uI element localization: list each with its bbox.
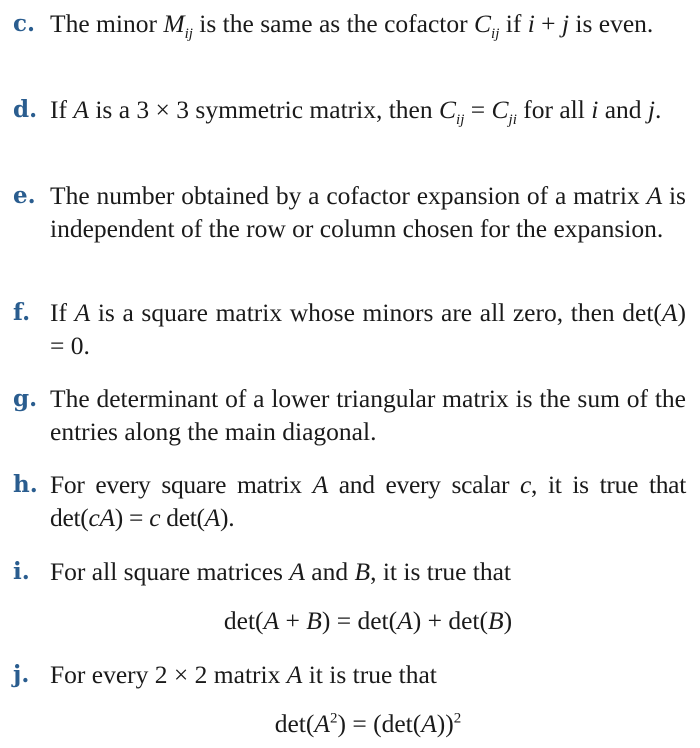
item-label: f. (13, 299, 31, 326)
item-text: For every square matrix A and every scalar c, it is true that det(cA) = c det(A). (50, 470, 686, 532)
item-label: c. (13, 10, 36, 37)
item-text: For all square matrices A and B, it is true that (50, 557, 512, 586)
equation-det-square: $\det(A^2) = (\det(A))^2$ (274, 709, 462, 738)
item-text: The minor $M_{ij}$ is the same as the cofactor $C_{ij}$ if i + j is even. (50, 9, 654, 43)
item-text: If A is a 3 × 3 symmetric matrix, then $C_{ij} = C_{ji}$ for all i and j. (50, 95, 662, 129)
item-label: h. (13, 471, 38, 498)
item-label: g. (13, 385, 38, 412)
equation-det-sum: det(A + B) = det(A) + det(B) (223, 606, 513, 635)
item-label: e. (13, 182, 36, 209)
item-text: For every 2 × 2 matrix A it is true that (50, 660, 437, 689)
item-text: The determinant of a lower triangular matrix is the sum of the entries along the main diagonal. (50, 384, 686, 446)
item-label: i. (13, 558, 30, 585)
item-text: If A is a square matrix whose minors are all zero, then det(A) = 0. (50, 298, 686, 360)
item-label: j. (13, 661, 30, 688)
item-label: d. (13, 96, 38, 123)
item-text: The number obtained by a cofactor expansion of a matrix A is independent of the row or column chosen for the expansion. (50, 181, 686, 243)
